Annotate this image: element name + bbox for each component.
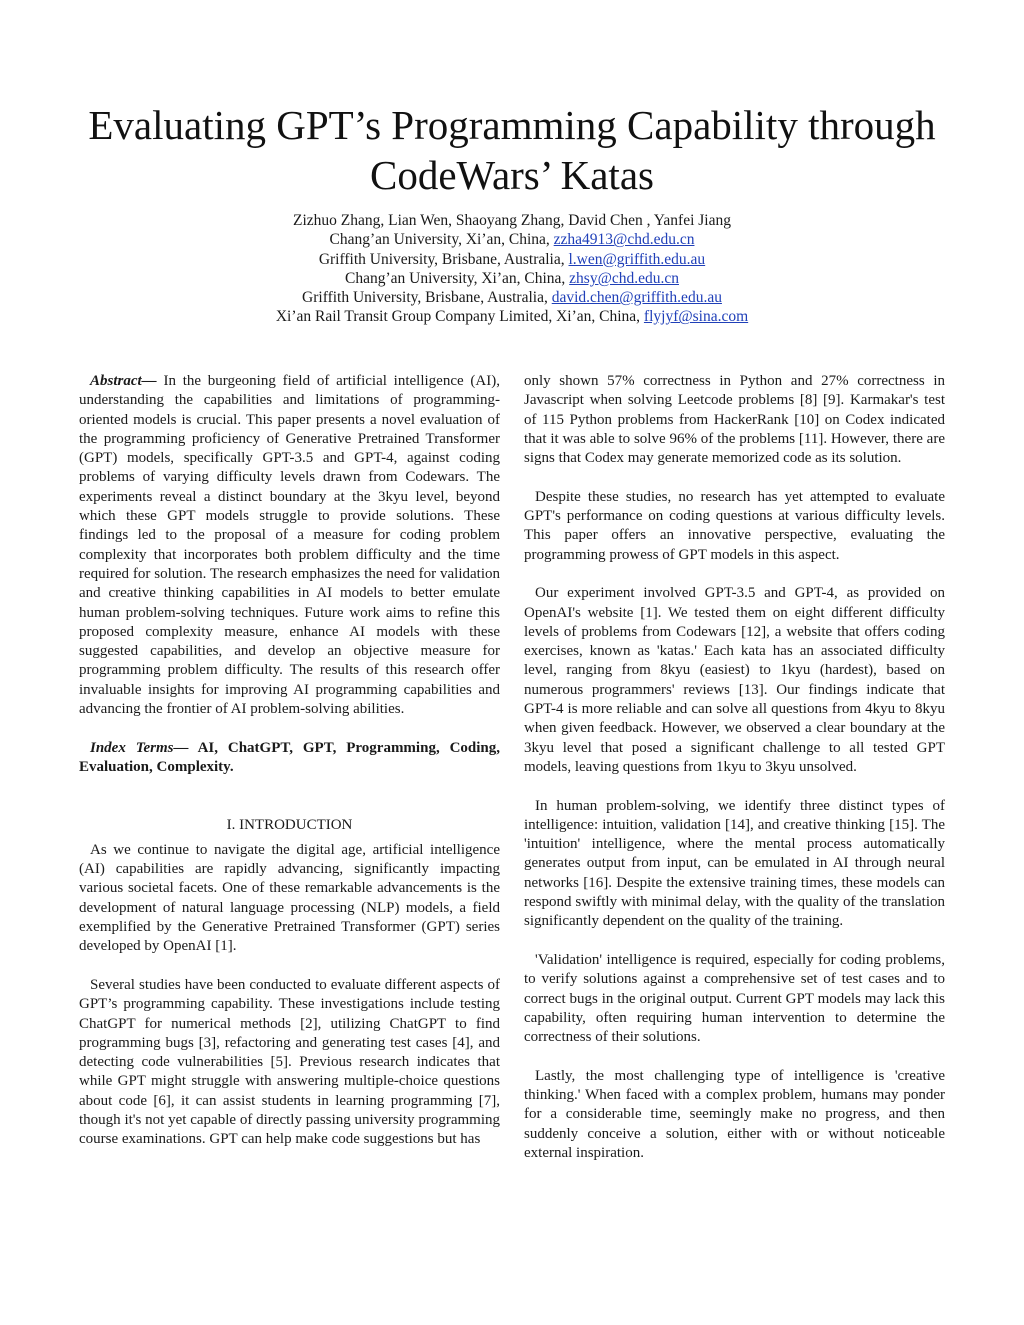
affiliation-3: Chang’an University, Xi’an, China, zhsy@chd.edu.cn [345, 269, 679, 287]
email-link-4[interactable]: david.chen@griffith.edu.au [551, 289, 722, 307]
intro-paragraph-6: 'Validation' intelligence is required, especially for coding problems, to verify solutions against a comprehensive set of test cases and to correct bugs in the original output. Current GPT models may lack this capability, often requiring human intervention to determine the correctness of their solutions. [524, 951, 945, 1046]
title-line-2: CodeWars’ Katas [370, 152, 654, 198]
affiliation-4: Griffith University, Brisbane, Australia, david.chen@griffith.edu.au [302, 289, 722, 307]
intro-paragraph-2-continued: only shown 57% correctness in Python and 27% correctness in Javascript when solving Leetcode problems [8] [9]. Karmakar's test of 115 Python problems from HackerRank [10] on Codex indicated that it was able to solve 96% of the problems [11]. However, there are signs that Codex may generate memorized code as its solution. [524, 373, 945, 467]
email-link-1[interactable]: zzha4913@chd.edu.cn [553, 231, 695, 249]
affiliation-5: Xi’an Rail Transit Group Company Limited, Xi’an, China, flyjyf@sina.com [275, 308, 749, 326]
left-column [79, 372, 500, 1150]
section-heading-introduction: I. INTRODUCTION [226, 816, 353, 833]
abstract-heading: Abstract— [90, 373, 157, 389]
author-names: Zizhuo Zhang, Lian Wen, Shaoyang Zhang, David Chen , Yanfei Jiang [293, 212, 731, 229]
abstract-paragraph [79, 372, 500, 719]
index-terms-heading: Index Terms— [90, 739, 189, 756]
intro-paragraph-5: In human problem-solving, we identify three distinct types of intelligence: intuition, validation [14], and creative thinking [15]. The 'intuition' intelligence, where the mental process automatically generates output from input, can be emulated in AI through neural networks [16]. Despite the extensive training times, these models can respond swiftly with minimal delay, with the quality of the translation significantly dependent on the quality of the training. [524, 797, 945, 930]
title-line-1: Evaluating GPT’s Programming Capability through [88, 102, 936, 148]
affiliation-2: Griffith University, Brisbane, Australia, l.wen@griffith.edu.au [318, 250, 706, 268]
email-link-5[interactable]: flyjyf@sina.com [643, 308, 749, 326]
index-terms-paragraph [79, 739, 500, 778]
email-link-2[interactable]: l.wen@griffith.edu.au [568, 250, 706, 268]
intro-paragraph-3: Despite these studies, no research has yet attempted to evaluate GPT's performance on coding questions at various difficulty levels. This paper offers an innovative perspective, evaluating the programming prowess of GPT models in this aspect. [524, 488, 945, 563]
paper-title [60, 100, 964, 200]
intro-paragraph-1: As we continue to navigate the digital age, artificial intelligence (AI) capabilities are rapidly advancing, significantly impacting various societal facets. One of these remarkable advancements is the development of natural language processing (NLP) models, a field exemplified by the Generative Pretrained Transformer (GPT) series developed by OpenAI [1]. [79, 841, 500, 955]
email-link-3[interactable]: zhsy@chd.edu.cn [569, 269, 679, 287]
intro-paragraph-2: Several studies have been conducted to evaluate different aspects of GPT’s programming capability. These investigations include testing ChatGPT for numerical methods [2], utilizing ChatGPT to find programming bugs [3], refactoring and generating test cases [4], and detecting code vulnerabilities [5]. Previous research indicates that while GPT might struggle with answering multiple-choice questions about code [6], it can assist students in learning programming [7], though it's not yet capable of directly passing university programming course examinations. GPT can help make code suggestions but has [79, 976, 500, 1148]
abstract-text: In the burgeoning field of artificial intelligence (AI), understanding the capabilities and limitations of programming-oriented models is crucial. This paper presents a novel evaluation of the programming proficiency of Generative Pretrained Transformer (GPT) models, specifically GPT-3.5 and GPT-4, against coding problems of varying difficulty levels drawn from Codewars. The experiments reveal a distinct boundary at the 3kyu level, beyond which these GPT models struggle to provide solutions. These findings led to the proposal of a measure for coding problem complexity that incorporates both problem difficulty and the time required for solution. The research emphasizes the need for validation and creative thinking capabilities in AI models to better emulate human problem-solving techniques. Future work aims to refine this proposed complexity measure, enhance AI models with these suggested capabilities, and develop an objective measure for programming problem difficulty. The results of this research offer invaluable insights for improving AI programming capabilities and advancing the frontier of AI problem-solving abilities. [79, 373, 500, 718]
right-column [524, 372, 945, 1163]
intro-paragraph-4: Our experiment involved GPT-3.5 and GPT-4, as provided on OpenAI's website [1]. We tested them on eight different difficulty levels of problems from Codewars [12], a website that offers coding exercises, known as 'katas.' Each kata has an associated difficulty level, ranging from 8kyu (easiest) to 1kyu (hardest), based on numerous programmers' reviews [13]. Our findings indicate that GPT-4 is more reliable and can solve all questions from 4kyu to 8kyu when given feedback. However, we observed a clear boundary at the 3kyu level that posed a significant challenge to all tested GPT models, leaving questions from 1kyu to 3kyu unsolved. [524, 585, 945, 775]
affiliation-1: Chang’an University, Xi’an, China, zzha4913@chd.edu.cn [329, 231, 695, 249]
index-terms-text: AI, ChatGPT, GPT, Programming, Coding, Evaluation, Complexity. [79, 739, 501, 775]
intro-paragraph-7: Lastly, the most challenging type of intelligence is 'creative thinking.' When faced with a complex problem, humans may ponder for a considerable time, seemingly make no progress, and then suddenly conceive a solution, either with or without noticeable external inspiration. [524, 1067, 945, 1161]
author-block [80, 211, 944, 327]
